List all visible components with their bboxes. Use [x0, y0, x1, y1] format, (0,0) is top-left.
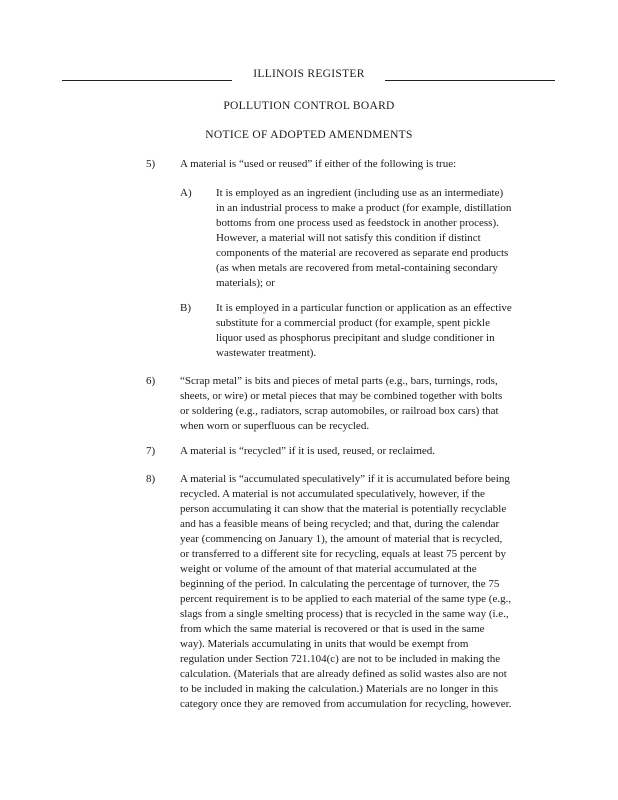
item-5a-letter: A): [180, 187, 192, 199]
item-8-line: A material is “accumulated speculatively” if it is accumulated before being: [180, 473, 510, 485]
item-8-line: percent requirement is to be applied to each material of the same type (e.g.,: [180, 593, 512, 605]
item-5b-line: It is employed in a particular function or application as an effective: [216, 302, 512, 314]
item-8-line: calculation. (Materials that are already defined as solid wastes also are not: [180, 668, 507, 680]
agency-title: POLLUTION CONTROL BOARD: [223, 100, 395, 112]
item-8-line: regulation under Section 721.104(c) are not to be included in making the: [180, 653, 501, 665]
item-8-line: way). Materials accumulating in units that would be exempt from: [180, 638, 469, 650]
item-5b-line: substitute for a commercial product (for example, spent pickle: [216, 317, 490, 329]
item-6-line: when worn or superfluous can be recycled.: [180, 420, 370, 432]
item-6-number: 6): [146, 375, 156, 387]
item-8-number: 8): [146, 473, 156, 485]
notice-title: NOTICE OF ADOPTED AMENDMENTS: [205, 129, 413, 141]
item-8-line: from which the same material is recovered or that is used in the same: [180, 623, 485, 635]
header-rule-right: [385, 80, 555, 81]
item-8-line: or transferred to a different site for recycling, equals at least 75 percent by: [180, 548, 506, 560]
item-5b-line: wastewater treatment).: [216, 347, 317, 359]
item-8-line: recycled. A material is not accumulated speculatively, however, if the: [180, 488, 485, 500]
item-6-line: or soldering (e.g., radiators, scrap automobiles, or railroad box cars) that: [180, 405, 499, 417]
item-5a-line: in an industrial process to make a product (for example, distillation: [216, 202, 512, 214]
item-8-line: category once they are removed from accumulation for recycling, however.: [180, 698, 512, 710]
item-5-number: 5): [146, 158, 156, 170]
item-8-line: slags from a single smelting process) that is recycled in the same way (i.e.,: [180, 608, 509, 620]
item-8-line: and has a feasible means of being recycled; and that, during the calendar: [180, 518, 500, 530]
item-7-text: A material is “recycled” if it is used, reused, or reclaimed.: [180, 445, 436, 457]
item-5b-letter: B): [180, 302, 191, 314]
item-5b-line: liquor used as phosphorus precipitant and sludge conditioner in: [216, 332, 495, 344]
item-8-line: year (commencing on January 1), the amount of material that is recycled,: [180, 533, 503, 545]
item-8-line: to be included in making the calculation.) Materials are no longer in this: [180, 683, 498, 695]
header-rule-left: [62, 80, 232, 81]
item-8-line: beginning of the period. In calculating the percentage of turnover, the 75: [180, 578, 500, 590]
item-5a-line: It is employed as an ingredient (including use as an intermediate): [216, 187, 504, 199]
item-5a-line: bottoms from one process used as feedstock in another process).: [216, 217, 499, 229]
register-title: ILLINOIS REGISTER: [0, 68, 618, 80]
item-6-line: sheets, or wire) or metal pieces that may be combined together with bolts: [180, 390, 503, 402]
item-8-line: person accumulating it can show that the material is potentially recyclable: [180, 503, 507, 515]
item-5a-line: components of the material are recovered as separate end products: [216, 247, 509, 259]
item-5a-line: (as when metals are recovered from metal-containing secondary: [216, 262, 498, 274]
item-5a-line: materials); or: [216, 277, 275, 289]
item-6-line: “Scrap metal” is bits and pieces of metal parts (e.g., bars, turnings, rods,: [180, 375, 498, 387]
item-5a-line: However, a material will not satisfy this condition if distinct: [216, 232, 481, 244]
item-8-line: weight or volume of the amount of that material accumulated at the: [180, 563, 477, 575]
item-7-number: 7): [146, 445, 156, 457]
item-5-text: A material is “used or reused” if either of the following is true:: [180, 158, 457, 170]
